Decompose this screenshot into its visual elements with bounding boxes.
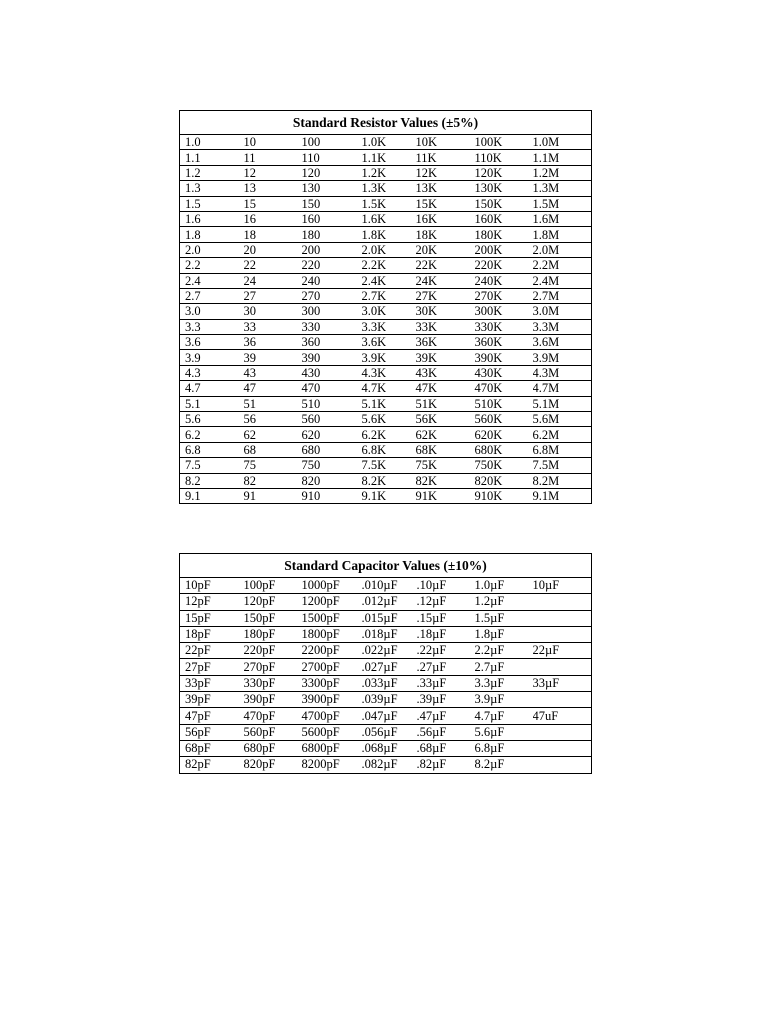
resistor-value-cell: 4.7: [180, 381, 239, 396]
resistor-value-cell: 68: [239, 442, 298, 457]
resistor-value-cell: 160K: [474, 211, 533, 226]
capacitor-title-row: [180, 554, 592, 578]
resistor-value-cell: 270: [298, 288, 357, 303]
resistor-value-cell: 270K: [474, 288, 533, 303]
resistor-value-cell: 220: [298, 258, 357, 273]
resistor-value-cell: 470K: [474, 381, 533, 396]
resistor-value-cell: 560K: [474, 412, 533, 427]
capacitor-value-cell: 270pF: [239, 659, 298, 675]
resistor-value-cell: 22: [239, 258, 298, 273]
resistor-value-cell: 2.2M: [533, 258, 592, 273]
resistor-value-cell: 750: [298, 458, 357, 473]
capacitor-value-cell: [533, 594, 592, 610]
resistor-value-cell: 220K: [474, 258, 533, 273]
resistor-value-cell: 300K: [474, 304, 533, 319]
capacitor-value-cell: 8200pF: [298, 757, 357, 773]
resistor-value-cell: 75: [239, 458, 298, 473]
capacitor-value-cell: 3.9µF: [474, 692, 533, 708]
resistor-value-cell: 18: [239, 227, 298, 242]
resistor-table-row: [180, 135, 592, 150]
resistor-table-row: [180, 211, 592, 226]
capacitor-table-row: [180, 594, 592, 610]
resistor-value-cell: 43K: [415, 365, 474, 380]
resistor-value-cell: 120: [298, 165, 357, 180]
capacitor-value-cell: .27µF: [415, 659, 474, 675]
capacitor-value-cell: 47uF: [533, 708, 592, 724]
resistor-value-cell: 3.3: [180, 319, 239, 334]
capacitor-value-cell: .82µF: [415, 757, 474, 773]
capacitor-value-cell: 2200pF: [298, 643, 357, 659]
resistor-table-row: [180, 258, 592, 273]
resistor-value-cell: 18K: [415, 227, 474, 242]
resistor-value-cell: 820K: [474, 473, 533, 488]
resistor-value-cell: 240: [298, 273, 357, 288]
capacitor-value-cell: .039µF: [357, 692, 415, 708]
resistor-value-cell: 130K: [474, 181, 533, 196]
resistor-value-cell: 6.2M: [533, 427, 592, 442]
resistor-value-cell: 2.4: [180, 273, 239, 288]
resistor-value-cell: 6.8: [180, 442, 239, 457]
capacitor-value-cell: .027µF: [357, 659, 415, 675]
capacitor-table-row: [180, 757, 592, 773]
resistor-value-cell: 200: [298, 242, 357, 257]
resistor-table-row: [180, 288, 592, 303]
resistor-value-cell: 24K: [415, 273, 474, 288]
capacitor-value-cell: 470pF: [239, 708, 298, 724]
resistor-value-cell: 1.3M: [533, 181, 592, 196]
capacitor-value-cell: 22µF: [533, 643, 592, 659]
resistor-table-row: [180, 196, 592, 211]
resistor-table-row: [180, 181, 592, 196]
resistor-value-cell: 910: [298, 488, 357, 503]
resistor-value-cell: 200K: [474, 242, 533, 257]
resistor-value-cell: 1.3: [180, 181, 239, 196]
resistor-value-cell: 16K: [415, 211, 474, 226]
resistor-table-row: [180, 365, 592, 380]
capacitor-value-cell: 10µF: [533, 578, 592, 594]
capacitor-value-cell: [533, 659, 592, 675]
capacitor-value-cell: 180pF: [239, 626, 298, 642]
resistor-value-cell: 510: [298, 396, 357, 411]
resistor-value-cell: 91K: [415, 488, 474, 503]
resistor-table-body: [180, 135, 592, 504]
capacitor-value-cell: .056µF: [357, 724, 415, 740]
capacitor-value-cell: 68pF: [180, 740, 239, 756]
resistor-value-cell: 13: [239, 181, 298, 196]
capacitor-value-cell: 120pF: [239, 594, 298, 610]
resistor-value-cell: 27: [239, 288, 298, 303]
resistor-value-cell: 160: [298, 211, 357, 226]
resistor-value-cell: 5.1K: [357, 396, 415, 411]
capacitor-value-cell: 680pF: [239, 740, 298, 756]
capacitor-value-cell: 1.0µF: [474, 578, 533, 594]
resistor-value-cell: 4.3K: [357, 365, 415, 380]
resistor-table-row: [180, 304, 592, 319]
capacitor-table-row: [180, 626, 592, 642]
resistor-value-cell: 390K: [474, 350, 533, 365]
resistor-value-cell: 6.8K: [357, 442, 415, 457]
resistor-value-cell: 9.1: [180, 488, 239, 503]
resistor-table-row: [180, 319, 592, 334]
resistor-value-cell: 6.8M: [533, 442, 592, 457]
capacitor-value-cell: 2700pF: [298, 659, 357, 675]
resistor-value-cell: 7.5: [180, 458, 239, 473]
resistor-value-cell: 2.0: [180, 242, 239, 257]
resistor-value-cell: 2.7: [180, 288, 239, 303]
capacitor-value-cell: .33µF: [415, 675, 474, 691]
capacitor-value-cell: 10pF: [180, 578, 239, 594]
resistor-value-cell: 1.6: [180, 211, 239, 226]
resistor-table-row: [180, 227, 592, 242]
resistor-value-cell: 1.3K: [357, 181, 415, 196]
capacitor-value-cell: 820pF: [239, 757, 298, 773]
capacitor-value-cell: .56µF: [415, 724, 474, 740]
resistor-value-cell: 15: [239, 196, 298, 211]
resistor-value-cell: 7.5M: [533, 458, 592, 473]
resistor-value-cell: 100K: [474, 135, 533, 150]
capacitor-value-cell: .082µF: [357, 757, 415, 773]
resistor-value-cell: 620: [298, 427, 357, 442]
resistor-value-cell: 12K: [415, 165, 474, 180]
capacitor-value-cell: [533, 740, 592, 756]
capacitor-value-cell: .010µF: [357, 578, 415, 594]
resistor-value-cell: 110K: [474, 150, 533, 165]
resistor-value-cell: 6.2K: [357, 427, 415, 442]
resistor-table-row: [180, 165, 592, 180]
resistor-value-cell: 75K: [415, 458, 474, 473]
resistor-value-cell: 390: [298, 350, 357, 365]
resistor-value-cell: 2.7M: [533, 288, 592, 303]
capacitor-table-row: [180, 740, 592, 756]
resistor-value-cell: 68K: [415, 442, 474, 457]
capacitor-value-cell: 6800pF: [298, 740, 357, 756]
resistor-value-cell: 180K: [474, 227, 533, 242]
resistor-value-cell: 56K: [415, 412, 474, 427]
resistor-value-cell: 39K: [415, 350, 474, 365]
capacitor-table-row: [180, 578, 592, 594]
resistor-table-row: [180, 273, 592, 288]
resistor-value-cell: 360: [298, 335, 357, 350]
resistor-value-cell: 910K: [474, 488, 533, 503]
resistor-title-row: [180, 111, 592, 135]
capacitor-value-cell: 150pF: [239, 610, 298, 626]
resistor-value-cell: 820: [298, 473, 357, 488]
resistor-value-cell: 2.4M: [533, 273, 592, 288]
capacitor-value-cell: 1800pF: [298, 626, 357, 642]
capacitor-value-cell: .012µF: [357, 594, 415, 610]
resistor-value-cell: 62K: [415, 427, 474, 442]
capacitor-value-cell: 2.7µF: [474, 659, 533, 675]
resistor-value-cell: 4.3: [180, 365, 239, 380]
resistor-value-cell: 20: [239, 242, 298, 257]
capacitor-value-cell: [533, 692, 592, 708]
capacitor-value-cell: 3.3µF: [474, 675, 533, 691]
resistor-value-cell: 3.9K: [357, 350, 415, 365]
resistor-value-cell: 7.5K: [357, 458, 415, 473]
capacitor-value-cell: .022µF: [357, 643, 415, 659]
capacitor-value-cell: .015µF: [357, 610, 415, 626]
resistor-value-cell: 11K: [415, 150, 474, 165]
capacitor-value-cell: .047µF: [357, 708, 415, 724]
resistor-value-cell: 240K: [474, 273, 533, 288]
capacitor-value-cell: 18pF: [180, 626, 239, 642]
capacitor-value-cell: 4700pF: [298, 708, 357, 724]
capacitor-value-cell: 56pF: [180, 724, 239, 740]
resistor-value-cell: 13K: [415, 181, 474, 196]
capacitor-value-cell: 560pF: [239, 724, 298, 740]
resistor-value-cell: 1.8M: [533, 227, 592, 242]
capacitor-table-body: [180, 578, 592, 774]
resistor-value-cell: 43: [239, 365, 298, 380]
resistor-value-cell: 1.8: [180, 227, 239, 242]
capacitor-table-row: [180, 643, 592, 659]
capacitor-value-cell: 1500pF: [298, 610, 357, 626]
capacitor-value-cell: .068µF: [357, 740, 415, 756]
resistor-value-cell: 5.6: [180, 412, 239, 427]
resistor-value-cell: 1.6M: [533, 211, 592, 226]
capacitor-value-cell: 12pF: [180, 594, 239, 610]
capacitor-value-cell: 1.5µF: [474, 610, 533, 626]
capacitor-value-cell: 33µF: [533, 675, 592, 691]
resistor-value-cell: 510K: [474, 396, 533, 411]
capacitor-value-cell: .15µF: [415, 610, 474, 626]
resistor-table-title: Standard Resistor Values (±5%): [180, 111, 592, 135]
resistor-value-cell: 22K: [415, 258, 474, 273]
resistor-table-row: [180, 442, 592, 457]
resistor-value-cell: 330: [298, 319, 357, 334]
resistor-value-cell: 56: [239, 412, 298, 427]
capacitor-table-row: [180, 724, 592, 740]
resistor-value-cell: 2.0M: [533, 242, 592, 257]
resistor-value-cell: 300: [298, 304, 357, 319]
resistor-value-cell: 62: [239, 427, 298, 442]
capacitor-value-cell: .39µF: [415, 692, 474, 708]
capacitor-value-cell: 22pF: [180, 643, 239, 659]
resistor-value-cell: 3.9: [180, 350, 239, 365]
resistor-table-row: [180, 150, 592, 165]
resistor-value-cell: 36: [239, 335, 298, 350]
resistor-value-cell: 4.7M: [533, 381, 592, 396]
resistor-value-cell: 5.6M: [533, 412, 592, 427]
resistor-value-cell: 11: [239, 150, 298, 165]
resistor-value-cell: 470: [298, 381, 357, 396]
resistor-value-cell: 3.0K: [357, 304, 415, 319]
resistor-value-cell: 16: [239, 211, 298, 226]
capacitor-values-table: [179, 553, 592, 774]
capacitor-table-row: [180, 659, 592, 675]
capacitor-table-title: Standard Capacitor Values (±10%): [180, 554, 592, 578]
capacitor-value-cell: 330pF: [239, 675, 298, 691]
resistor-value-cell: 430: [298, 365, 357, 380]
resistor-value-cell: 4.3M: [533, 365, 592, 380]
capacitor-value-cell: [533, 724, 592, 740]
capacitor-value-cell: 1.2µF: [474, 594, 533, 610]
resistor-value-cell: 5.1: [180, 396, 239, 411]
resistor-value-cell: 2.7K: [357, 288, 415, 303]
resistor-value-cell: 150: [298, 196, 357, 211]
resistor-value-cell: 6.2: [180, 427, 239, 442]
resistor-value-cell: 8.2: [180, 473, 239, 488]
capacitor-table-row: [180, 675, 592, 691]
resistor-value-cell: 3.6K: [357, 335, 415, 350]
resistor-value-cell: 1.1K: [357, 150, 415, 165]
capacitor-value-cell: 33pF: [180, 675, 239, 691]
capacitor-value-cell: 4.7µF: [474, 708, 533, 724]
resistor-value-cell: 560: [298, 412, 357, 427]
resistor-value-cell: 100: [298, 135, 357, 150]
resistor-value-cell: 3.3M: [533, 319, 592, 334]
capacitor-value-cell: 5600pF: [298, 724, 357, 740]
resistor-value-cell: 3.0M: [533, 304, 592, 319]
resistor-value-cell: 9.1M: [533, 488, 592, 503]
resistor-table-row: [180, 488, 592, 503]
capacitor-value-cell: .22µF: [415, 643, 474, 659]
resistor-table-row: [180, 381, 592, 396]
resistor-value-cell: 47: [239, 381, 298, 396]
capacitor-value-cell: 82pF: [180, 757, 239, 773]
capacitor-value-cell: 1200pF: [298, 594, 357, 610]
capacitor-value-cell: 8.2µF: [474, 757, 533, 773]
capacitor-value-cell: [533, 757, 592, 773]
resistor-table-row: [180, 350, 592, 365]
resistor-table-row: [180, 242, 592, 257]
resistor-table-row: [180, 458, 592, 473]
resistor-value-cell: 47K: [415, 381, 474, 396]
capacitor-value-cell: 3900pF: [298, 692, 357, 708]
capacitor-value-cell: .10µF: [415, 578, 474, 594]
resistor-value-cell: 33K: [415, 319, 474, 334]
resistor-value-cell: 3.6: [180, 335, 239, 350]
resistor-value-cell: 620K: [474, 427, 533, 442]
capacitor-value-cell: .68µF: [415, 740, 474, 756]
resistor-value-cell: 1.0: [180, 135, 239, 150]
resistor-value-cell: 1.1M: [533, 150, 592, 165]
resistor-value-cell: 39: [239, 350, 298, 365]
capacitor-value-cell: 390pF: [239, 692, 298, 708]
resistor-values-table: [179, 110, 592, 504]
capacitor-value-cell: 1000pF: [298, 578, 357, 594]
resistor-value-cell: 51: [239, 396, 298, 411]
resistor-value-cell: 750K: [474, 458, 533, 473]
resistor-value-cell: 120K: [474, 165, 533, 180]
resistor-value-cell: 5.6K: [357, 412, 415, 427]
resistor-value-cell: 360K: [474, 335, 533, 350]
capacitor-value-cell: .12µF: [415, 594, 474, 610]
resistor-value-cell: 8.2M: [533, 473, 592, 488]
resistor-value-cell: 2.0K: [357, 242, 415, 257]
resistor-value-cell: 15K: [415, 196, 474, 211]
capacitor-value-cell: 2.2µF: [474, 643, 533, 659]
resistor-value-cell: 3.3K: [357, 319, 415, 334]
capacitor-value-cell: [533, 610, 592, 626]
resistor-value-cell: 110: [298, 150, 357, 165]
resistor-value-cell: 10: [239, 135, 298, 150]
capacitor-value-cell: .18µF: [415, 626, 474, 642]
resistor-value-cell: 91: [239, 488, 298, 503]
capacitor-value-cell: .033µF: [357, 675, 415, 691]
resistor-value-cell: 2.2: [180, 258, 239, 273]
resistor-value-cell: 3.9M: [533, 350, 592, 365]
capacitor-value-cell: [533, 626, 592, 642]
resistor-value-cell: 1.5: [180, 196, 239, 211]
resistor-value-cell: 680: [298, 442, 357, 457]
capacitor-value-cell: 15pF: [180, 610, 239, 626]
capacitor-value-cell: 6.8µF: [474, 740, 533, 756]
capacitor-value-cell: 27pF: [180, 659, 239, 675]
capacitor-table-row: [180, 610, 592, 626]
capacitor-value-cell: 39pF: [180, 692, 239, 708]
capacitor-value-cell: 1.8µF: [474, 626, 533, 642]
resistor-value-cell: 33: [239, 319, 298, 334]
resistor-value-cell: 1.2: [180, 165, 239, 180]
resistor-value-cell: 30K: [415, 304, 474, 319]
resistor-value-cell: 36K: [415, 335, 474, 350]
resistor-value-cell: 20K: [415, 242, 474, 257]
resistor-value-cell: 1.2K: [357, 165, 415, 180]
resistor-value-cell: 1.0M: [533, 135, 592, 150]
resistor-value-cell: 2.2K: [357, 258, 415, 273]
resistor-value-cell: 4.7K: [357, 381, 415, 396]
resistor-table-row: [180, 473, 592, 488]
resistor-value-cell: 24: [239, 273, 298, 288]
resistor-table-row: [180, 396, 592, 411]
capacitor-value-cell: .47µF: [415, 708, 474, 724]
resistor-value-cell: 10K: [415, 135, 474, 150]
capacitor-value-cell: 100pF: [239, 578, 298, 594]
resistor-value-cell: 9.1K: [357, 488, 415, 503]
capacitor-value-cell: 3300pF: [298, 675, 357, 691]
resistor-value-cell: 3.0: [180, 304, 239, 319]
resistor-value-cell: 82: [239, 473, 298, 488]
capacitor-value-cell: 47pF: [180, 708, 239, 724]
resistor-table-row: [180, 412, 592, 427]
capacitor-value-cell: 5.6µF: [474, 724, 533, 740]
resistor-value-cell: 27K: [415, 288, 474, 303]
resistor-value-cell: 1.0K: [357, 135, 415, 150]
resistor-value-cell: 330K: [474, 319, 533, 334]
capacitor-table-row: [180, 708, 592, 724]
resistor-value-cell: 1.2M: [533, 165, 592, 180]
resistor-value-cell: 3.6M: [533, 335, 592, 350]
resistor-value-cell: 180: [298, 227, 357, 242]
resistor-value-cell: 30: [239, 304, 298, 319]
capacitor-value-cell: 220pF: [239, 643, 298, 659]
resistor-value-cell: 5.1M: [533, 396, 592, 411]
resistor-value-cell: 51K: [415, 396, 474, 411]
resistor-table-row: [180, 427, 592, 442]
resistor-value-cell: 150K: [474, 196, 533, 211]
resistor-value-cell: 1.5M: [533, 196, 592, 211]
capacitor-table-row: [180, 692, 592, 708]
resistor-value-cell: 12: [239, 165, 298, 180]
resistor-value-cell: 1.5K: [357, 196, 415, 211]
capacitor-value-cell: .018µF: [357, 626, 415, 642]
resistor-value-cell: 8.2K: [357, 473, 415, 488]
resistor-table-row: [180, 335, 592, 350]
resistor-value-cell: 430K: [474, 365, 533, 380]
resistor-value-cell: 1.1: [180, 150, 239, 165]
resistor-value-cell: 82K: [415, 473, 474, 488]
resistor-value-cell: 1.6K: [357, 211, 415, 226]
resistor-value-cell: 2.4K: [357, 273, 415, 288]
resistor-value-cell: 1.8K: [357, 227, 415, 242]
resistor-value-cell: 130: [298, 181, 357, 196]
resistor-value-cell: 680K: [474, 442, 533, 457]
